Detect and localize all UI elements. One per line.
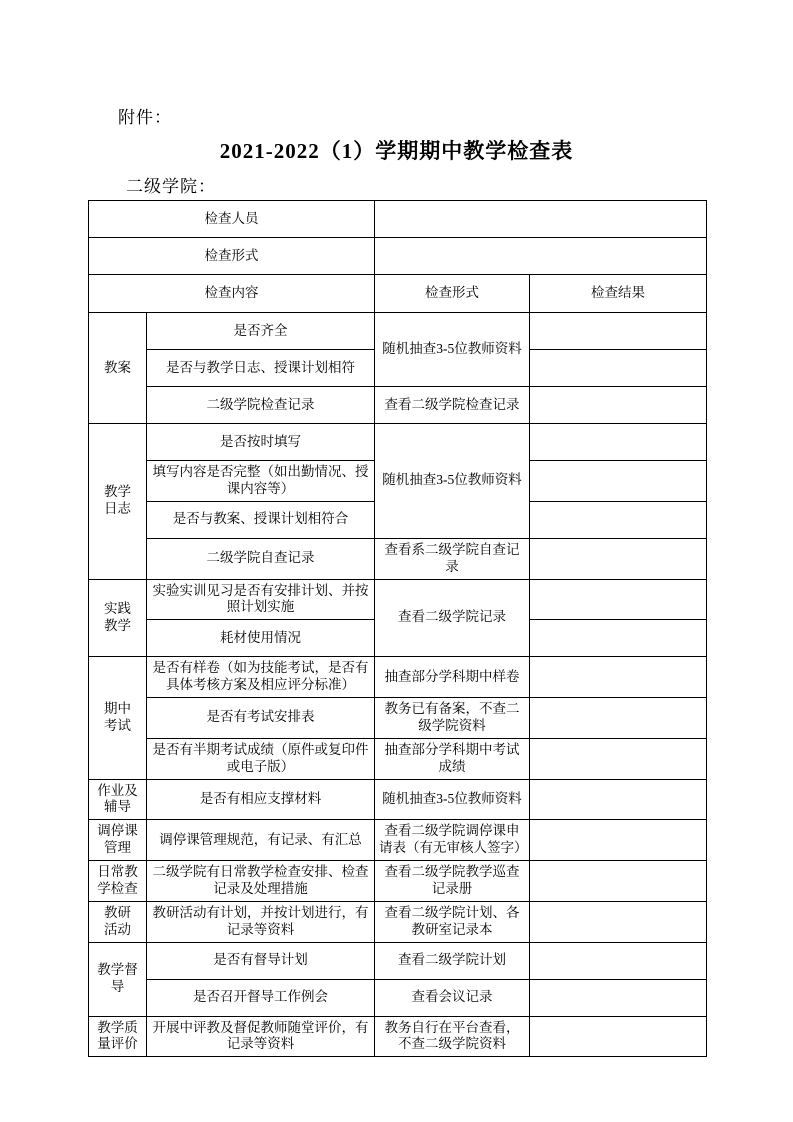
row-result[interactable]: [530, 350, 707, 387]
row-result[interactable]: [530, 901, 707, 942]
table-row: [89, 738, 707, 779]
row-result[interactable]: [530, 501, 707, 538]
row-category: 教学 日志: [89, 424, 147, 580]
row-category: 调停课 管理: [89, 820, 147, 861]
row-result[interactable]: [530, 387, 707, 424]
row-result[interactable]: [530, 620, 707, 657]
row-content: 是否有考试安排表: [147, 698, 375, 739]
row-result[interactable]: [530, 657, 707, 698]
row-content: 是否与教学日志、授课计划相符: [147, 350, 375, 387]
table-row: [89, 538, 707, 579]
row-form: 查看二级学院检查记录: [375, 387, 530, 424]
row-content: 开展中评教及督促教师随堂评价，有记录等资料: [147, 1016, 375, 1057]
info-row-value[interactable]: [375, 201, 707, 238]
row-category: 教案: [89, 313, 147, 424]
table-row: [89, 942, 707, 979]
row-result[interactable]: [530, 538, 707, 579]
table-row: [89, 861, 707, 902]
row-form: 教务自行在平台查看，不查二级学院资料: [375, 1016, 530, 1057]
inspection-table: [88, 200, 707, 1057]
row-content: 是否与教案、授课计划相符合: [147, 501, 375, 538]
row-content: 是否按时填写: [147, 424, 375, 461]
table-row: [89, 424, 707, 461]
row-category: 作业及 辅导: [89, 779, 147, 820]
attachment-label: 附件：: [118, 108, 172, 127]
row-category: 实践 教学: [89, 579, 147, 657]
row-content: 是否有督导计划: [147, 942, 375, 979]
table-row: [89, 657, 707, 698]
row-content: 调停课管理规范，有记录、有汇总: [147, 820, 375, 861]
row-result[interactable]: [530, 738, 707, 779]
row-form: 查看二级学院记录: [375, 579, 530, 657]
row-form: 抽查部分学科期中考试成绩: [375, 738, 530, 779]
row-content: 是否有样卷（如为技能考试，是否有具体考核方案及相应评分标准）: [147, 657, 375, 698]
row-content: 二级学院有日常教学检查安排、检查记录及处理措施: [147, 861, 375, 902]
row-result[interactable]: [530, 461, 707, 502]
row-result[interactable]: [530, 424, 707, 461]
header-result: 检查结果: [530, 275, 707, 313]
table-row: [89, 901, 707, 942]
table-row: [89, 779, 707, 820]
row-result[interactable]: [530, 313, 707, 350]
table-row: [89, 820, 707, 861]
row-content: 教研活动有计划，并按计划进行，有记录等资料: [147, 901, 375, 942]
row-category: 教学质 量评价: [89, 1016, 147, 1057]
row-form: 查看系二级学院自查记录: [375, 538, 530, 579]
info-row: [89, 201, 707, 238]
row-content: 是否有半期考试成绩（原件或复印件或电子版）: [147, 738, 375, 779]
row-content: 是否齐全: [147, 313, 375, 350]
row-result[interactable]: [530, 979, 707, 1016]
header-content: 检查内容: [89, 275, 375, 313]
row-form: 随机抽查3-5位教师资料: [375, 313, 530, 387]
page-title: 2021-2022（1）学期期中教学检查表: [219, 139, 574, 163]
row-form: 查看二级学院计划: [375, 942, 530, 979]
row-category: 日常教 学检查: [89, 861, 147, 902]
row-form: 随机抽查3-5位教师资料: [375, 779, 530, 820]
row-form: 查看二级学院调停课申请表（有无审核人签字）: [375, 820, 530, 861]
table-row: [89, 579, 707, 620]
row-content: 是否有相应支撑材料: [147, 779, 375, 820]
table-row: [89, 979, 707, 1016]
row-content: 是否召开督导工作例会: [147, 979, 375, 1016]
college-label: 二级学院：: [126, 177, 216, 196]
row-category: 教研 活动: [89, 901, 147, 942]
info-row: [89, 238, 707, 275]
row-content: 填写内容是否完整（如出勤情况、授课内容等）: [147, 461, 375, 502]
row-form: 教务已有备案，不查二级学院资料: [375, 698, 530, 739]
row-category: 期中 考试: [89, 657, 147, 779]
table-row: [89, 313, 707, 350]
table-header-row: [89, 275, 707, 313]
row-content: 耗材使用情况: [147, 620, 375, 657]
table-row: [89, 698, 707, 739]
table-row: [89, 1016, 707, 1057]
info-row-value[interactable]: [375, 238, 707, 275]
row-result[interactable]: [530, 779, 707, 820]
row-form: 抽查部分学科期中样卷: [375, 657, 530, 698]
row-form: 查看会议记录: [375, 979, 530, 1016]
header-form: 检查形式: [375, 275, 530, 313]
table-row: [89, 387, 707, 424]
info-row-label: 检查人员: [89, 201, 375, 238]
row-content: 二级学院检查记录: [147, 387, 375, 424]
row-result[interactable]: [530, 579, 707, 620]
row-result[interactable]: [530, 942, 707, 979]
row-form: 随机抽查3-5位教师资料: [375, 424, 530, 539]
row-result[interactable]: [530, 861, 707, 902]
row-category: 教学督 导: [89, 942, 147, 1016]
row-result[interactable]: [530, 1016, 707, 1057]
row-result[interactable]: [530, 820, 707, 861]
row-form: 查看二级学院教学巡查记录册: [375, 861, 530, 902]
info-row-label: 检查形式: [89, 238, 375, 275]
row-result[interactable]: [530, 698, 707, 739]
row-content: 二级学院自查记录: [147, 538, 375, 579]
row-form: 查看二级学院计划、各教研室记录本: [375, 901, 530, 942]
row-content: 实验实训见习是否有安排计划、并按照计划实施: [147, 579, 375, 620]
